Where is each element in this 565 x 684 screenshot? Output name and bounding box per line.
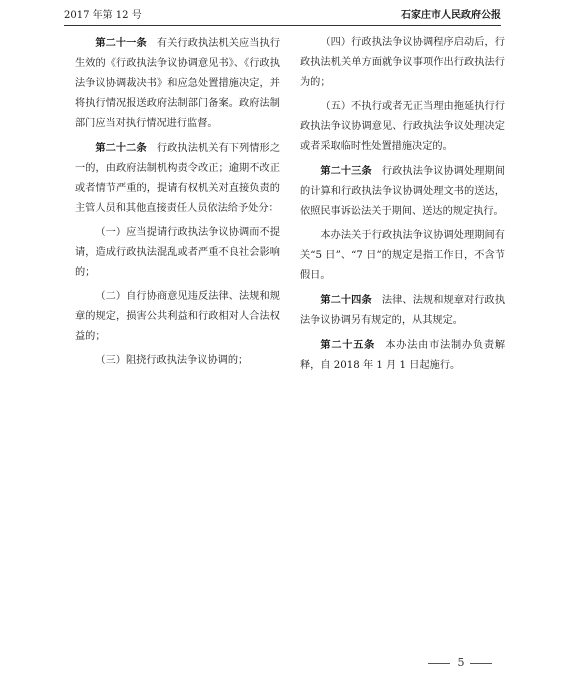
article-text: 行政执法机关有下列情形之一的，由政府法制机构责令改正；逾期不改正或者情节严重的，提请有权机关对直接负责的主管人员和其他直接责任人员依法给予处分： (75, 143, 281, 214)
article-heading: 第二十三条 (320, 165, 372, 177)
right-column (300, 33, 505, 380)
article-22 (75, 138, 280, 219)
clause-4 (300, 33, 505, 93)
clause-text: （二）自行协商意见违反法律、法规和规章的规定，损害公共利益和行政相对人合法权益的； (75, 291, 280, 342)
clause-text: （三）阻挠行政执法争议协调的； (95, 355, 249, 366)
clause-text: （五）不执行或者无正当理由拖延执行行政执法争议协调意见、行政执法争议处理决定或者采取临时性处置措施决定的。 (300, 101, 505, 152)
article-24 (300, 290, 505, 331)
article-23-note (300, 226, 505, 286)
issue-label: 2017 年第 12 号 (64, 10, 142, 21)
article-text: 行政执法争议协调处理期间的计算和行政执法争议协调处理文书的送达，依照民事诉讼法关于期间、送达的规定执行。 (300, 166, 506, 217)
footer-dash-left (428, 663, 450, 664)
article-heading: 第二十四条 (320, 294, 372, 306)
article-heading: 第二十五条 (320, 339, 376, 351)
article-text: 本办法关于行政执法争议协调处理期间有关“5 日”、“7 日”的规定是指工作日，不含节假日。 (300, 230, 505, 281)
article-23 (300, 161, 505, 222)
publication-title: 石家庄市人民政府公报 (401, 10, 501, 21)
article-21 (75, 33, 280, 134)
article-heading: 第二十一条 (95, 37, 147, 49)
clause-text: （一）应当提请行政执法争议协调而不提请，造成行政执法混乱或者严重不良社会影响的； (75, 227, 280, 278)
clause-1 (75, 223, 280, 283)
article-heading: 第二十二条 (95, 142, 147, 154)
clause-3 (75, 351, 280, 371)
article-text: 有关行政执法机关应当执行生效的《行政执法争议协调意见书》、《行政执法争议协调裁决书》和应急处置措施决定，并将执行情况报送政府法制部门备案。政府法制部门应当对执行情况进行监督。 (75, 38, 281, 129)
left-column (75, 33, 280, 375)
footer-dash-right (470, 663, 492, 664)
clause-text: （四）行政执法争议协调程序启动后，行政执法机关单方面就争议事项作出行政执法行为的； (300, 37, 505, 88)
page-footer (420, 656, 500, 670)
article-25 (300, 335, 505, 376)
article-text: 本办法由市法制办负责解释，自 2018 年 1 月 1 日起施行。 (300, 340, 506, 371)
header-divider (64, 25, 501, 26)
page-number: 5 (457, 656, 465, 669)
page-header (64, 8, 501, 24)
clause-5 (300, 97, 505, 157)
article-text: 法律、法规和规章对行政执法争议协调另有规定的，从其规定。 (300, 295, 506, 326)
clause-2 (75, 287, 280, 347)
